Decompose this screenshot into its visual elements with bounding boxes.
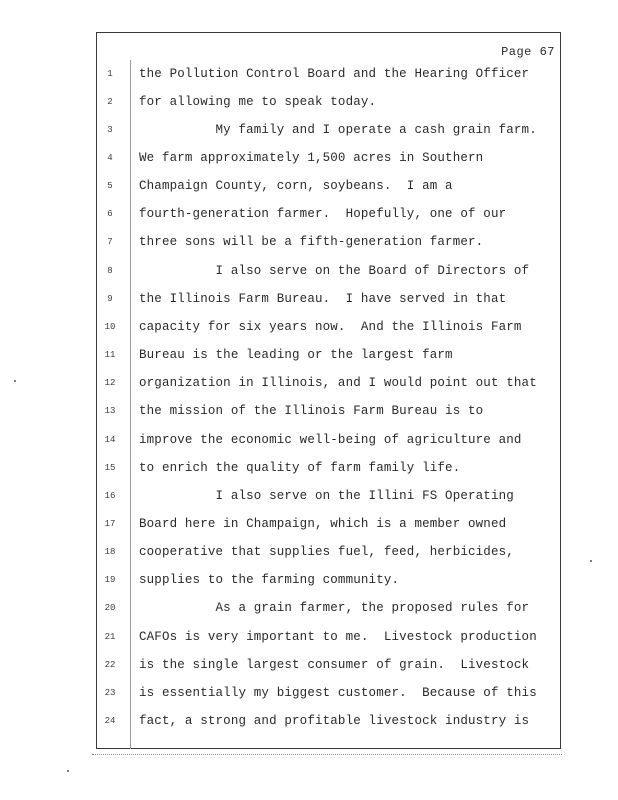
line-text: Bureau is the leading or the largest farm	[139, 348, 453, 362]
scan-speck	[67, 770, 69, 772]
transcript-line	[0, 123, 560, 139]
line-number: 23	[104, 688, 116, 698]
line-text: for allowing me to speak today.	[139, 95, 377, 109]
line-text: improve the economic well-being of agriculture and	[139, 433, 522, 447]
line-number: 1	[107, 69, 113, 79]
line-text: As a grain farmer, the proposed rules for	[139, 601, 530, 615]
transcript-line	[0, 348, 560, 364]
transcript-line	[0, 658, 560, 674]
transcript-line	[0, 404, 560, 420]
line-number: 14	[104, 435, 116, 445]
line-text: I also serve on the Board of Directors of	[139, 264, 530, 278]
line-number: 10	[104, 322, 116, 332]
line-number: 18	[104, 547, 116, 557]
transcript-line	[0, 601, 560, 617]
scan-speck	[590, 560, 592, 562]
transcript-line	[0, 320, 560, 336]
transcript-line	[0, 207, 560, 223]
transcript-line	[0, 630, 560, 646]
transcript-line	[0, 489, 560, 505]
transcript-line	[0, 714, 560, 730]
line-text: fact, a strong and profitable livestock industry is	[139, 714, 530, 728]
transcript-line	[0, 151, 560, 167]
line-text: cooperative that supplies fuel, feed, herbicides,	[139, 545, 514, 559]
line-number: 2	[107, 97, 113, 107]
line-number: 3	[107, 125, 113, 135]
line-text: to enrich the quality of farm family life.	[139, 461, 461, 475]
transcript-line	[0, 235, 560, 251]
line-text: I also serve on the Illini FS Operating	[139, 489, 514, 503]
line-text: the Illinois Farm Bureau. I have served in that	[139, 292, 507, 306]
line-text: organization in Illinois, and I would point out that	[139, 376, 537, 390]
line-number: 5	[107, 181, 113, 191]
line-number: 13	[104, 406, 116, 416]
transcript-line	[0, 179, 560, 195]
scan-speck	[14, 380, 16, 382]
transcript-line	[0, 264, 560, 280]
line-text: is essentially my biggest customer. Because of this	[139, 686, 537, 700]
line-text: supplies to the farming community.	[139, 573, 400, 587]
transcript-line	[0, 292, 560, 308]
line-number: 19	[104, 575, 116, 585]
line-text: My family and I operate a cash grain farm.	[139, 123, 537, 137]
line-text: the Pollution Control Board and the Hearing Officer	[139, 67, 530, 81]
transcript-line	[0, 433, 560, 449]
transcript-line	[0, 67, 560, 83]
line-number: 21	[104, 632, 116, 642]
transcript-line	[0, 686, 560, 702]
page-number: Page 67	[501, 45, 555, 59]
line-text: Champaign County, corn, soybeans. I am a	[139, 179, 453, 193]
line-number: 4	[107, 153, 113, 163]
line-number: 24	[104, 716, 116, 726]
transcript-line	[0, 517, 560, 533]
transcript-line	[0, 545, 560, 561]
line-number: 6	[107, 209, 113, 219]
line-number: 16	[104, 491, 116, 501]
line-number: 22	[104, 660, 116, 670]
line-number: 8	[107, 266, 113, 276]
line-text: capacity for six years now. And the Illinois Farm	[139, 320, 522, 334]
line-text: We farm approximately 1,500 acres in Southern	[139, 151, 484, 165]
line-number: 7	[107, 237, 113, 247]
line-text: is the single largest consumer of grain. Livestock	[139, 658, 530, 672]
transcript-line	[0, 573, 560, 589]
line-number: 9	[107, 294, 113, 304]
transcript-line	[0, 461, 560, 477]
line-number: 20	[104, 603, 116, 613]
line-number: 11	[104, 350, 116, 360]
line-number: 12	[104, 378, 116, 388]
line-text: the mission of the Illinois Farm Bureau is to	[139, 404, 484, 418]
line-text: three sons will be a fifth-generation farmer.	[139, 235, 484, 249]
bottom-scan-rule	[92, 754, 562, 756]
line-text: CAFOs is very important to me. Livestock production	[139, 630, 537, 644]
line-text: fourth-generation farmer. Hopefully, one of our	[139, 207, 507, 221]
line-text: Board here in Champaign, which is a member owned	[139, 517, 507, 531]
line-number: 17	[104, 519, 116, 529]
transcript-line	[0, 95, 560, 111]
transcript-line	[0, 376, 560, 392]
line-number: 15	[104, 463, 116, 473]
